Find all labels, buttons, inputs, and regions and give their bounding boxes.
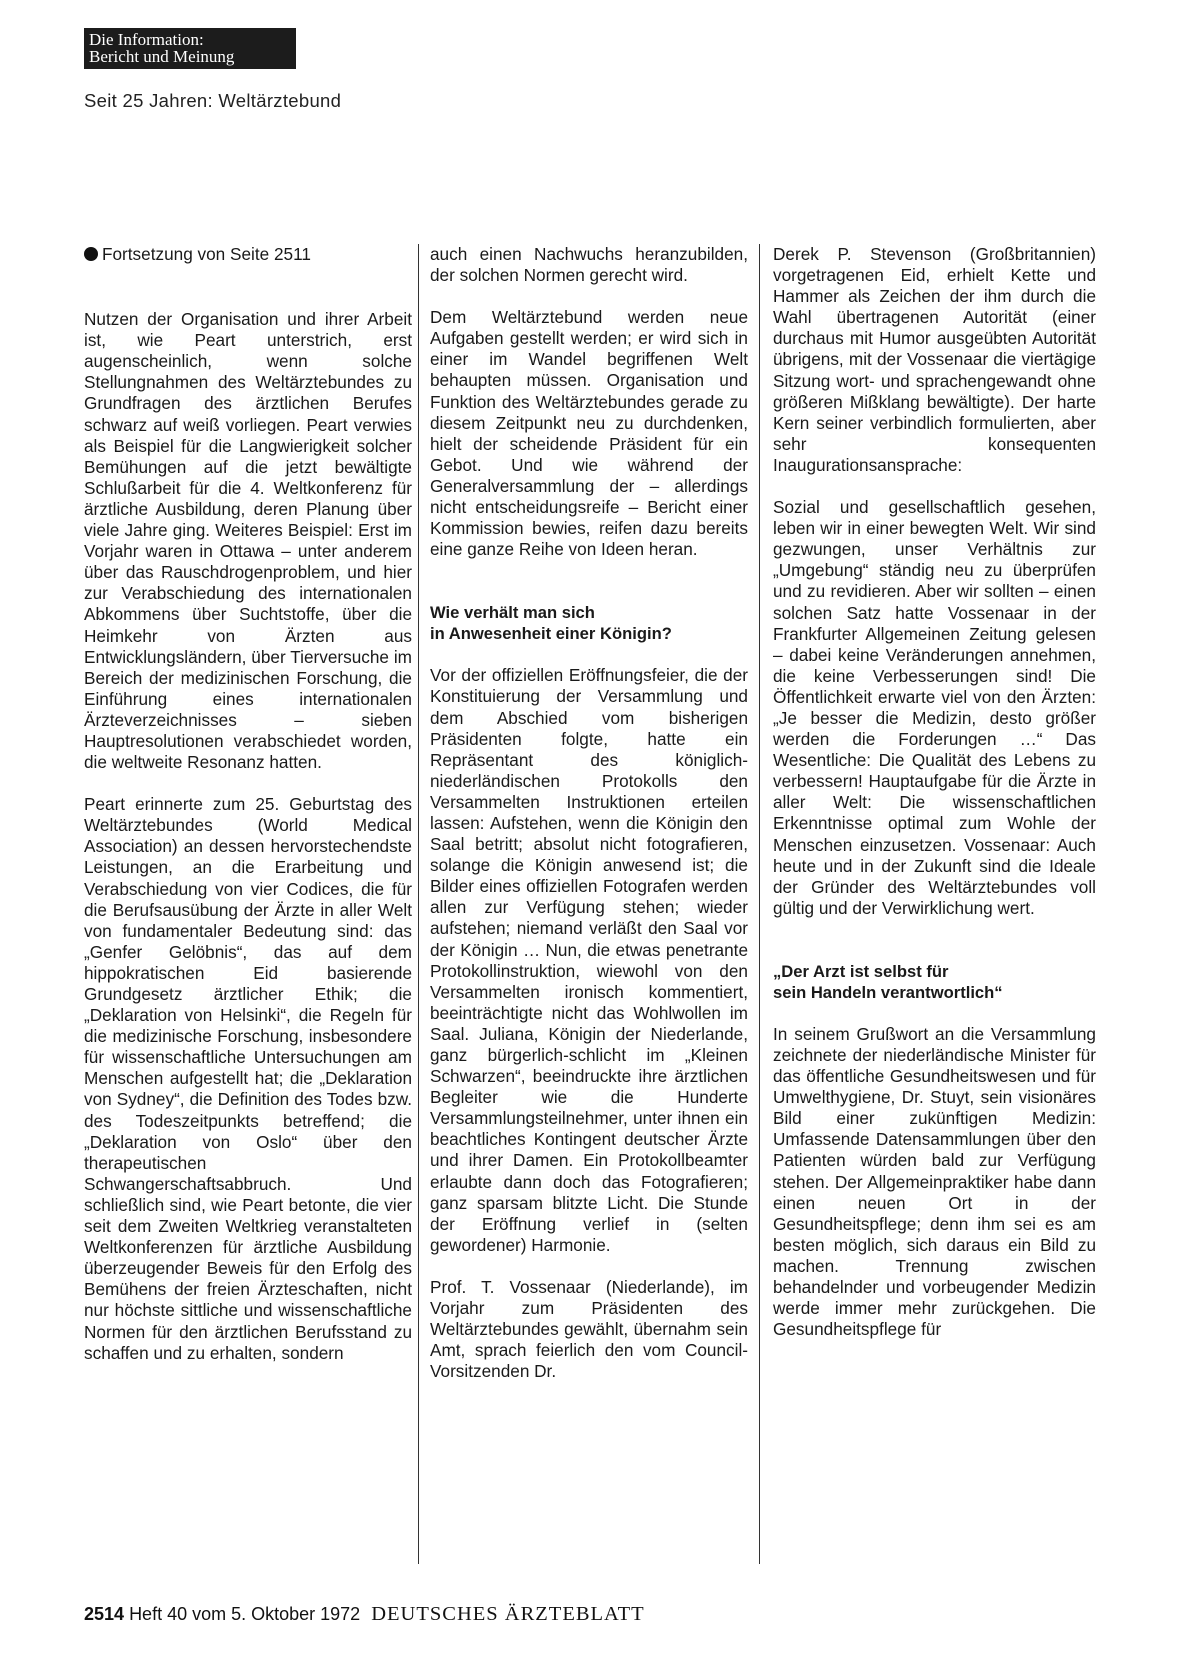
page-subtitle: Seit 25 Jahren: Weltärztebund bbox=[84, 90, 342, 111]
section-label bbox=[84, 28, 296, 69]
column-divider bbox=[418, 244, 419, 1564]
issue-info: Heft 40 vom 5. Oktober 1972 bbox=[129, 1604, 361, 1624]
paragraph: Derek P. Stevenson (Großbritannien) vorgetragenen Eid, erhielt Kette und Hammer als Zeichen der ihm durch die Wahl übertragenen Autorität (einer durchaus mit Humor ausgeübten Autorität übrigens, mit der Vossenaar die viertägige Sitzung wort- und sprachengewandt ohne größeren Mißklang bewältigte). Der harte Kern seiner verbindlich formulierten, aber sehr konsequenten Inaugurationsansprache: bbox=[773, 244, 1096, 475]
paragraph: Nutzen der Organisation und ihrer Arbeit ist, wie Peart unterstrich, erst augenscheinlich, wenn solche Stellungnahmen des Weltärztebundes zu Grundfragen des ärztlichen Berufes schwarz auf weiß vorliegen. Peart verwies als Beispiel für die Langwierigkeit solcher Bemühungen auf die jetzt bewältigte Schlußarbeit für die 4. Weltkonferenz für ärztliche Ausbildung, deren Planung über viele Jahre ging. Weiteres Beispiel: Erst im Vorjahr waren in Ottawa – unter anderem über das Rauschdrogenproblem, und hier zur Verabschiedung des internationalen Abkommens über Suchtstoffe, über die Heimkehr von Ärzten aus Entwicklungsländern, über Tierversuche im Bereich der medizinischen Forschung, die Einführung eines internationalen Ärzteverzeichnisses – sieben Hauptresolutionen verabschiedet worden, die weltweite Resonanz hatten. bbox=[84, 309, 412, 773]
subheading-queen bbox=[430, 602, 748, 644]
article-column-3 bbox=[773, 244, 1096, 1361]
paragraph: auch einen Nachwuchs heranzubilden, der solchen Normen gerecht wird. bbox=[430, 244, 748, 286]
article-column-1 bbox=[84, 244, 412, 1385]
column-divider bbox=[759, 244, 760, 1564]
subheading-line: „Der Arzt ist selbst für bbox=[773, 961, 949, 981]
paragraph: Dem Weltärztebund werden neue Aufgaben gestellt werden; er wird sich in einer im Wandel begriffenen Welt behaupten müssen. Organisation und Funktion des Weltärztebundes gerade zu diesem Zeitpunkt neu zu durchdenken, hielt der scheidende Präsident für ein Gebot. Und wie während der Generalversammlung der – allerdings nicht entscheidungsreife – Bericht einer Kommission bewies, reifen dazu bereits eine ganze Reihe von Ideen heran. bbox=[430, 307, 748, 560]
paragraph: Prof. T. Vossenaar (Niederlande), im Vorjahr zum Präsidenten des Weltärztebundes gewählt, übernahm sein Amt, sprach feierlich den vom Council-Vorsitzenden Dr. bbox=[430, 1276, 748, 1382]
section-label-line2: Bericht und Meinung bbox=[89, 47, 235, 66]
page-footer bbox=[84, 1603, 645, 1626]
paragraph: Peart erinnerte zum 25. Geburtstag des Weltärztebundes (World Medical Association) an dessen hervorstechendste Leistungen, an die Erarbeitung und Verabschiedung von vier Codices, die für die Berufsausübung der Ärzte in aller Welt von fundamentaler Bedeutung sind: das „Genfer Gelöbnis“, das auf dem hippokratischen Eid basierende Grundgesetz ärztlicher Ethik; die „Deklaration von Helsinki“, die Regeln für die medizinische Forschung, insbesondere für wissenschaftliche Untersuchungen am Menschen aufgestellt hat; die „Deklaration von Sydney“, die Definition des Todes bzw. des Todeszeitpunkts betreffend; die „Deklaration von Oslo“ über den therapeutischen Schwangerschaftsabbruch. Und schließlich sind, wie Peart betonte, die vier seit dem Zweiten Weltkrieg veranstalteten Weltkonferenzen für ärztliche Ausbildung überzeugender Beweis für den Erfolg des Bemühens der freien Ärzteschaften, nicht nur höchste sittliche und wissenschaftliche Normen für den ärztlichen Berufsstand zu schaffen und zu erhalten, sondern bbox=[84, 794, 412, 1363]
subheading-doctor bbox=[773, 961, 1096, 1003]
paragraph: In seinem Grußwort an die Versammlung zeichnete der niederländische Minister für das öffentliche Gesundheitswesen und für Umwelthygiene, Dr. Stuyt, sein visionäres Bild einer zukünftigen Medizin: Umfassende Datensammlungen über den Patienten würden bald zur Verfügung stehen. Der Allgemeinpraktiker habe dann einen neuen Ort in der Gesundheitspflege; denn ihm sei es am besten möglich, sich daraus ein Bild zu machen. Trennung zwischen behandelnder und vorbeugender Medizin werde immer mehr zurückgehen. Die Gesundheitspflege für bbox=[773, 1023, 1096, 1340]
subheading-line: Wie verhält man sich bbox=[430, 603, 595, 623]
journal-name: DEUTSCHES ÄRZTEBLATT bbox=[371, 1603, 645, 1625]
bullet-dot-icon bbox=[84, 247, 98, 261]
paragraph: Vor der offiziellen Eröffnungsfeier, die der Konstituierung der Versammlung und dem Abschied vom bisherigen Präsidenten folgte, hatte ein Repräsentant des königlich-niederländischen Protokolls den Versammelten Instruktionen erteilen lassen: Aufstehen, wenn die Königin den Saal betritt; absolut nicht fotografieren, solange die Königin anwesend ist; die Bilder eines offiziellen Fotografen werden allen zur Verfügung stehen; wieder aufstehen; niemand verläßt den Saal vor der Königin … Nun, die etwas penetrante Protokollinstruktion, wiewohl von den Versammelten ironisch kommentiert, beeinträchtigte nicht das Wohlwollen im Saal. Juliana, Königin der Niederlande, ganz bürgerlich-schlicht im „Kleinen Schwarzen“, beeindruckte ihre ärztlichen Begleiter wie die Hunderte Versammlungsteilnehmer, unter ihnen ein beachtliches Kontingent deutscher Ärzte und ihrer Damen. Ein Protokollbeamter erlaubte dann doch das Fotografieren; ganz sparsam blitzte Licht. Die Stunde der Eröffnung verlief in (selten gewordener) Harmonie. bbox=[430, 665, 748, 1255]
continuation-text: Fortsetzung von Seite 2511 bbox=[102, 244, 311, 264]
subheading-line: in Anwesenheit einer Königin? bbox=[430, 624, 672, 644]
continuation-note bbox=[84, 244, 412, 265]
article-column-2 bbox=[430, 244, 748, 1403]
page-number: 2514 bbox=[84, 1604, 125, 1624]
paragraph: Sozial und gesellschaftlich gesehen, leben wir in einer bewegten Welt. Wir sind gezwungen, unser Verhältnis zur „Umgebung“ ständig neu zu überprüfen und zu revidieren. Aber wir sollten – einen solchen Satz hatte Vossenaar in der Frankfurter Allgemeinen Zeitung gelesen – dabei keine Veränderungen annehmen, die keine Verbesserungen sind! Die Öffentlichkeit erwarte viel von den Ärzten: „Je besser die Medizin, desto größer werden die Forderungen …“ Das Wesentliche: Die Qualität des Lebens zu verbessern! Hauptaufgabe für die Ärzte in aller Welt: Die wissenschaftlichen Erkenntnisse optimal zum Wohle der Menschen einzusetzen. Vossenaar: Auch heute und in der Zukunft sind die Ideale der Gründer des Weltärztebundes voll gültig und der Verwirklichung wert. bbox=[773, 497, 1096, 918]
section-label-line1: Die Information: bbox=[89, 30, 204, 49]
subheading-line: sein Handeln verantwortlich“ bbox=[773, 982, 1003, 1002]
